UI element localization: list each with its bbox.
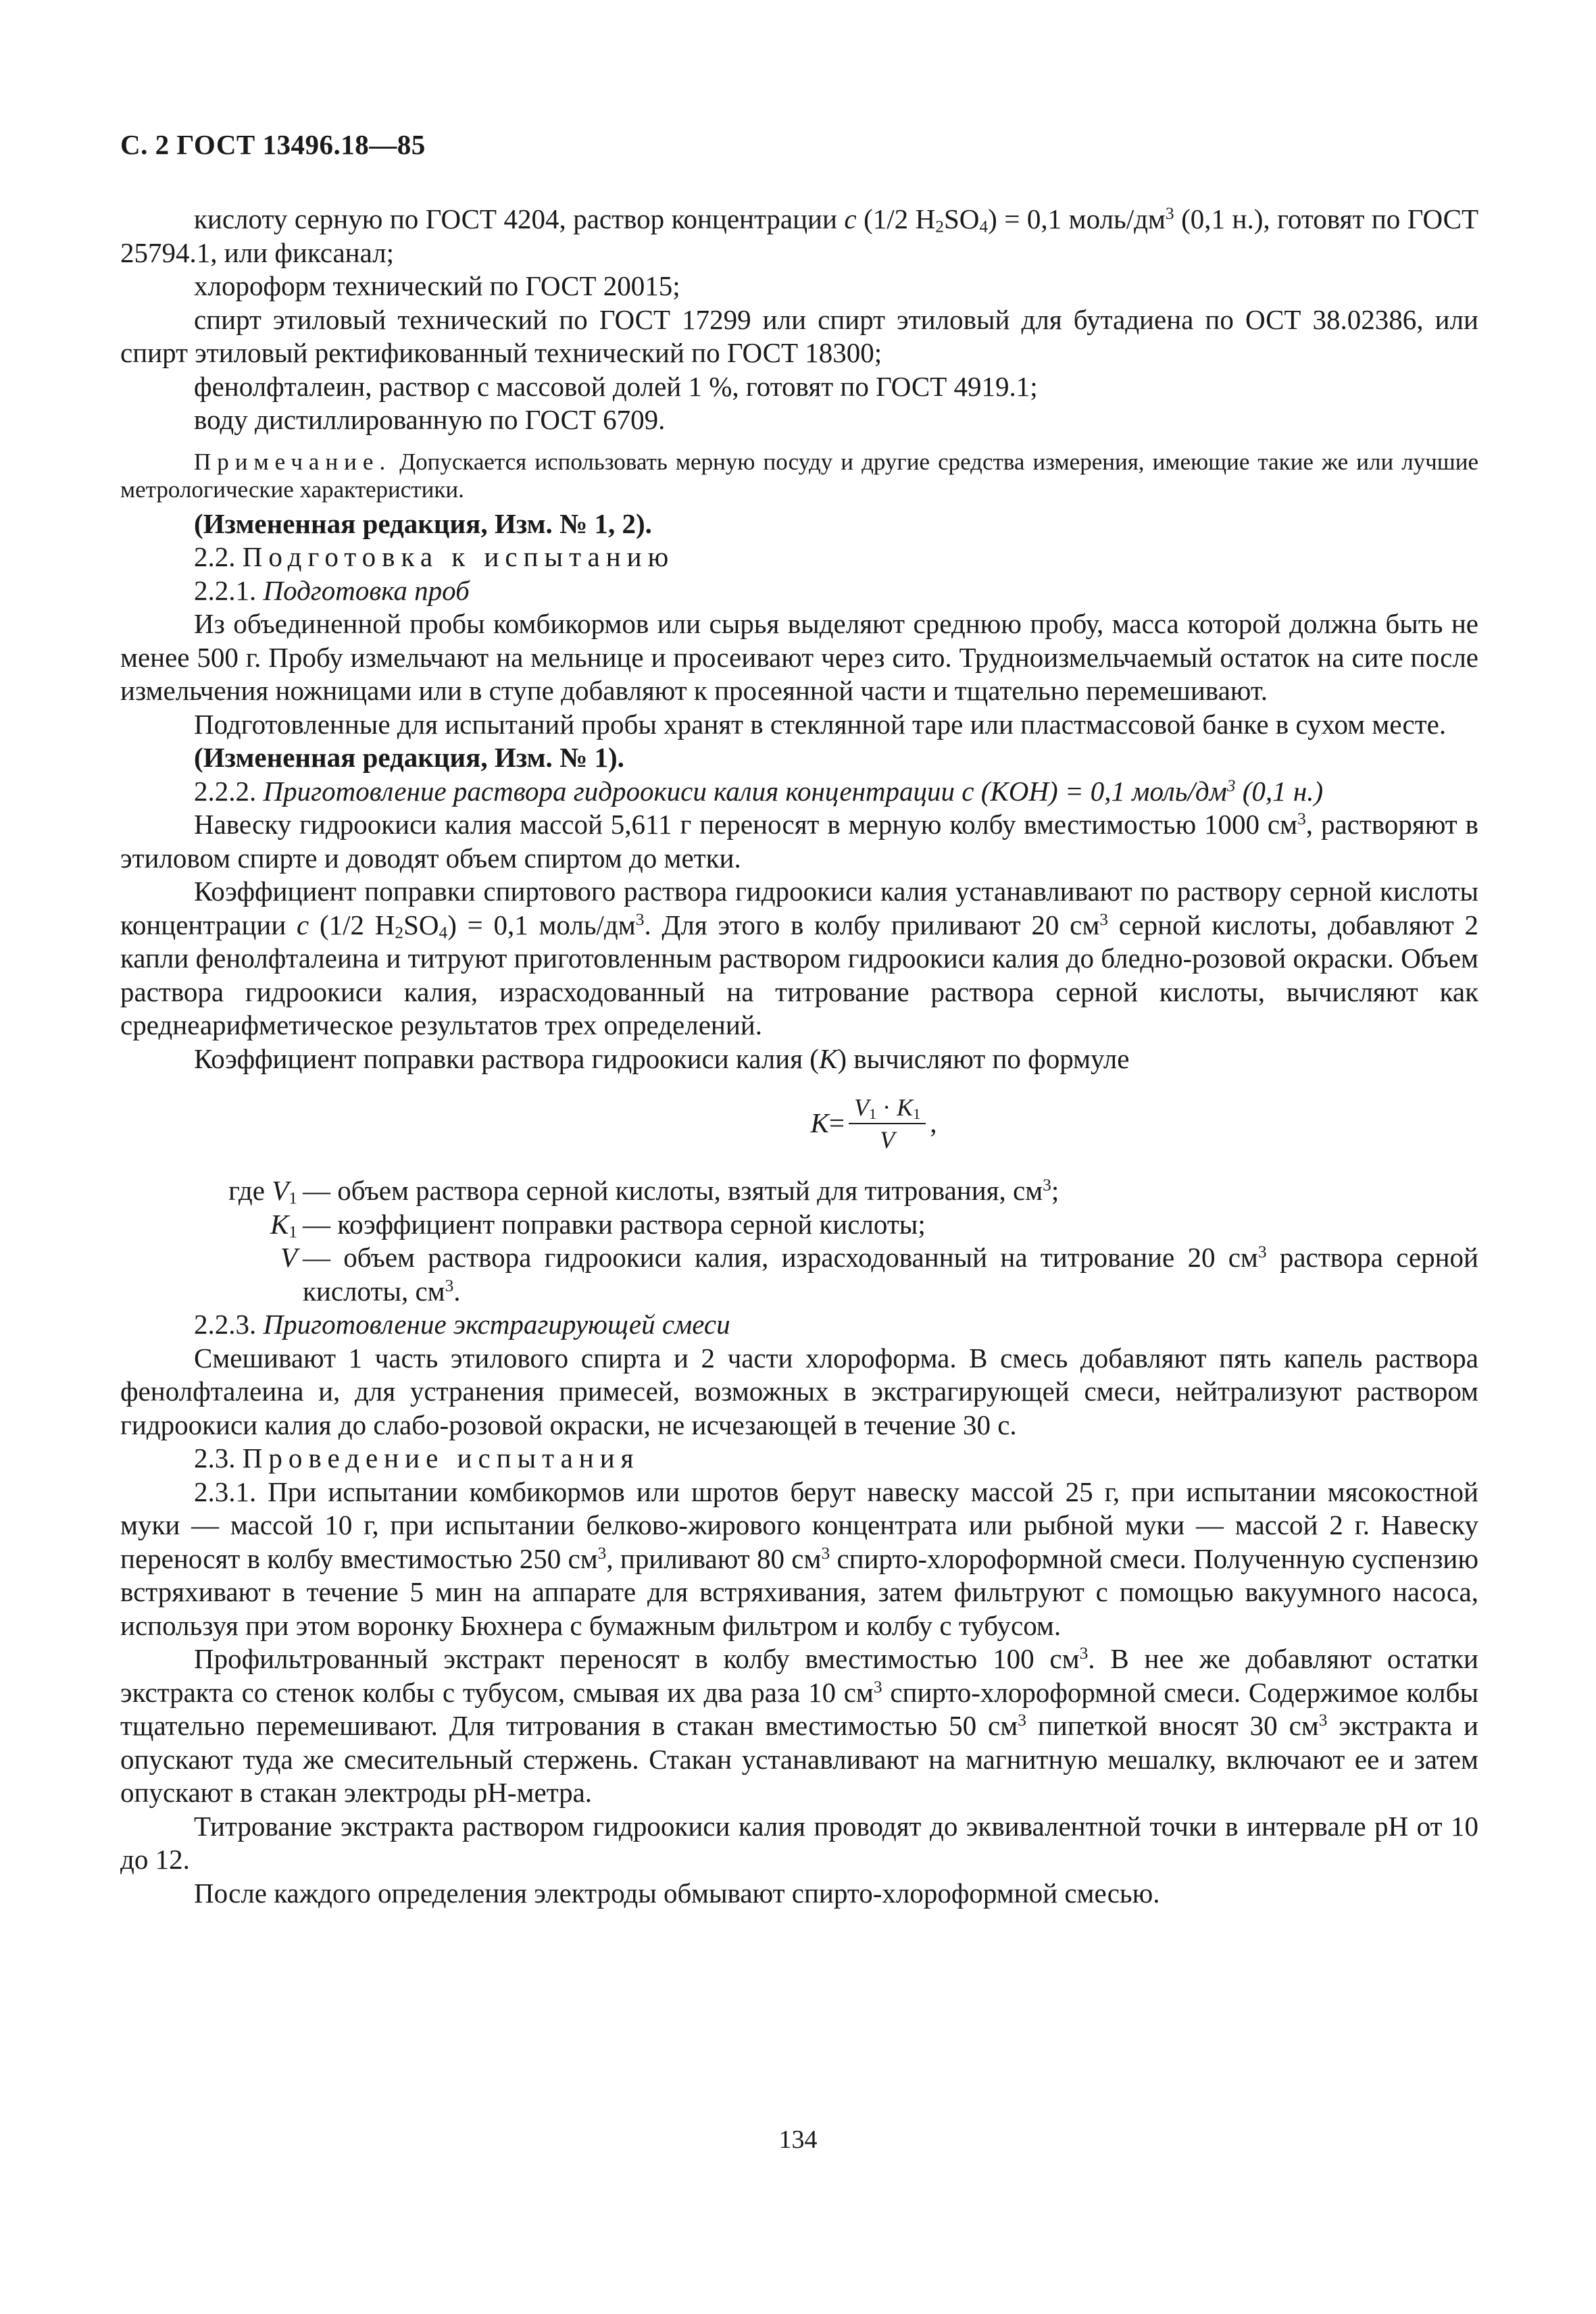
where-v1: где $V_1$ — объем раствора серной кислоты, взятый для титрования, $см^3$; (228, 1175, 1059, 1208)
note: Примечание. Допускается использовать мерную посуду и другие средства измерения, имеющие такие же или лучшие метрологические характеристики. (120, 448, 1478, 503)
document-body (120, 203, 1478, 1910)
paragraph-2-3-1: 2.3.1. При испытании комбикормов или шротов берут навеску массой 25 г, при испытании мясокостной муки — массой 10 г, при испытании белково-жирового концентрата или рыбной муки — массой 2 г. Навеску переносят в колбу вместимостью 250 $см^3$, приливают 80 $см^3$ спирто-хлороформной смеси. Полученную суспензию встряхивают в течение 5 мин на аппарате для встряхивания, затем фильтруют с помощью вакуумного насоса, используя при этом воронку Бюхнера с бумажным фильтром и колбу с тубусом. (120, 1476, 1479, 1641)
page-number: 134 (778, 2126, 818, 2154)
where-v: V — объем раствора гидроокиси калия, израсходованный на титрование 20 $см^3$ раствора серной кислоты, $см^3$. (280, 1242, 1478, 1307)
reagent-chloroform: хлороформ технический по ГОСТ 20015; (194, 270, 680, 301)
amendment-1: (Измененная редакция, Изм. № 1). (194, 742, 624, 773)
where-k1: $K_1$ — коэффициент поправки раствора серной кислоты; (270, 1208, 926, 1242)
section-2-3-heading: 2.3. Проведение испытания (194, 1442, 640, 1474)
paragraph-titration: Титрование экстракта раствором гидроокиси калия проводят до эквивалентной точки в интервале pH от 10 до 12. (120, 1810, 1478, 1875)
paragraph-sample-storage: Подготовленные для испытаний пробы хранят в стеклянной таре или пластмассовой банке в сухом месте. (194, 708, 1447, 740)
section-2-2-1-heading: 2.2.1. Подготовка проб (194, 574, 470, 606)
note-label: Примечание. (194, 448, 392, 475)
paragraph-electrode-rinse: После каждого определения электроды обмывают спирто-хлороформной смесью. (194, 1877, 1160, 1909)
formula-k: K = $\frac{V_1 \cdot K_1}{V}$ , (120, 1086, 1478, 1161)
formula-fraction: $\frac{V_1 \cdot K_1}{V}$ (849, 1092, 926, 1155)
reagent-sulfuric-acid: кислоту серную по ГОСТ 4204, раствор концентрации c (1/2 $H_2SO_4) = 0,1$ моль/$дм^3$ (0,1 н.), готовят по ГОСТ 25794.1, или фиксанал; (120, 203, 1478, 268)
paragraph-sample-selection: Из объединенной пробы комбикормов или сырья выделяют среднюю пробу, масса которой должна быть не менее 500 г. Пробу измельчают на мельнице и просеивают через сито. Трудноизмельчаемый остаток на сите после измельчения ножницами или в ступе добавляют к просеянной части и тщательно перемешивают. (120, 608, 1478, 706)
reagent-ethanol: спирт этиловый технический по ГОСТ 17299 или спирт этиловый для бутадиена по ОСТ 38.02386, или спирт этиловый ректификованный технический по ГОСТ 18300; (120, 303, 1478, 368)
section-2-2-2-heading: 2.2.2. Приготовление раствора гидроокиси калия концентрации c (KOH) = 0,1 моль/$дм^3$ (0,1 н.) (194, 775, 1324, 807)
paragraph-koh-weighing: Навеску гидроокиси калия массой 5,611 г переносят в мерную колбу вместимостью 1000 $см^3$, растворяют в этиловом спирте и доводят объем спиртом до метки. (120, 809, 1478, 874)
page-header: С. 2 ГОСТ 13496.18—85 (120, 129, 426, 160)
reagent-phenolphthalein: фенолфталеин, раствор с массовой долей 1 %, готовят по ГОСТ 4919.1; (194, 370, 1038, 402)
paragraph-filtration: Профильтрованный экстракт переносят в колбу вместимостью 100 $см^3$. В нее же добавляют остатки экстракта со стенок колбы с тубусом, смывая их два раза 10 $см^3$ спирто-хлороформной смеси. Содержимое колбы тщательно перемешивают. Для титрования в стакан вместимостью 50 $см^3$ пипеткой вносят 30 $см^3$ экстракта и опускают туда же смесительный стержень. Стакан устанавливают на магнитную мешалку, включают ее и затем опускают в стакан электроды pH-метра. (120, 1643, 1478, 1808)
paragraph-correction-factor: Коэффициент поправки спиртового раствора гидроокиси калия устанавливают по раствору серной кислоты концентрации c (1/2 $H_2SO_4) = 0,1$ моль/$дм^3$. Для этого в колбу приливают 20 $см^3$ серной кислоты, добавляют 2 капли фенолфталеина и титруют приготовленным раствором гидроокиси калия до бледно-розовой окраски. Объем раствора гидроокиси калия, израсходованный на титрование раствора серной кислоты, вычисляют как среднеарифметическое результатов трех определений. (120, 876, 1478, 1040)
reagent-water: воду дистиллированную по ГОСТ 6709. (194, 404, 666, 435)
paragraph-formula-intro: Коэффициент поправки раствора гидроокиси калия (K) вычисляют по формуле (194, 1042, 1130, 1074)
section-2-2-3-heading: 2.2.3. Приготовление экстрагирующей смеси (194, 1309, 730, 1340)
section-2-2-heading: 2.2. Подготовка к испытанию (194, 541, 675, 572)
amendment-1-2: (Измененная редакция, Изм. № 1, 2). (194, 507, 652, 539)
paragraph-extraction-mixture: Смешивают 1 часть этилового спирта и 2 части хлороформа. В смесь добавляют пять капель раствора фенолфталеина и, для устранения примесей, возможных в экстрагирующей смеси, нейтрализуют раствором гидроокиси калия до слабо-розовой окраски, не исчезающей в течение 30 с. (120, 1342, 1478, 1440)
